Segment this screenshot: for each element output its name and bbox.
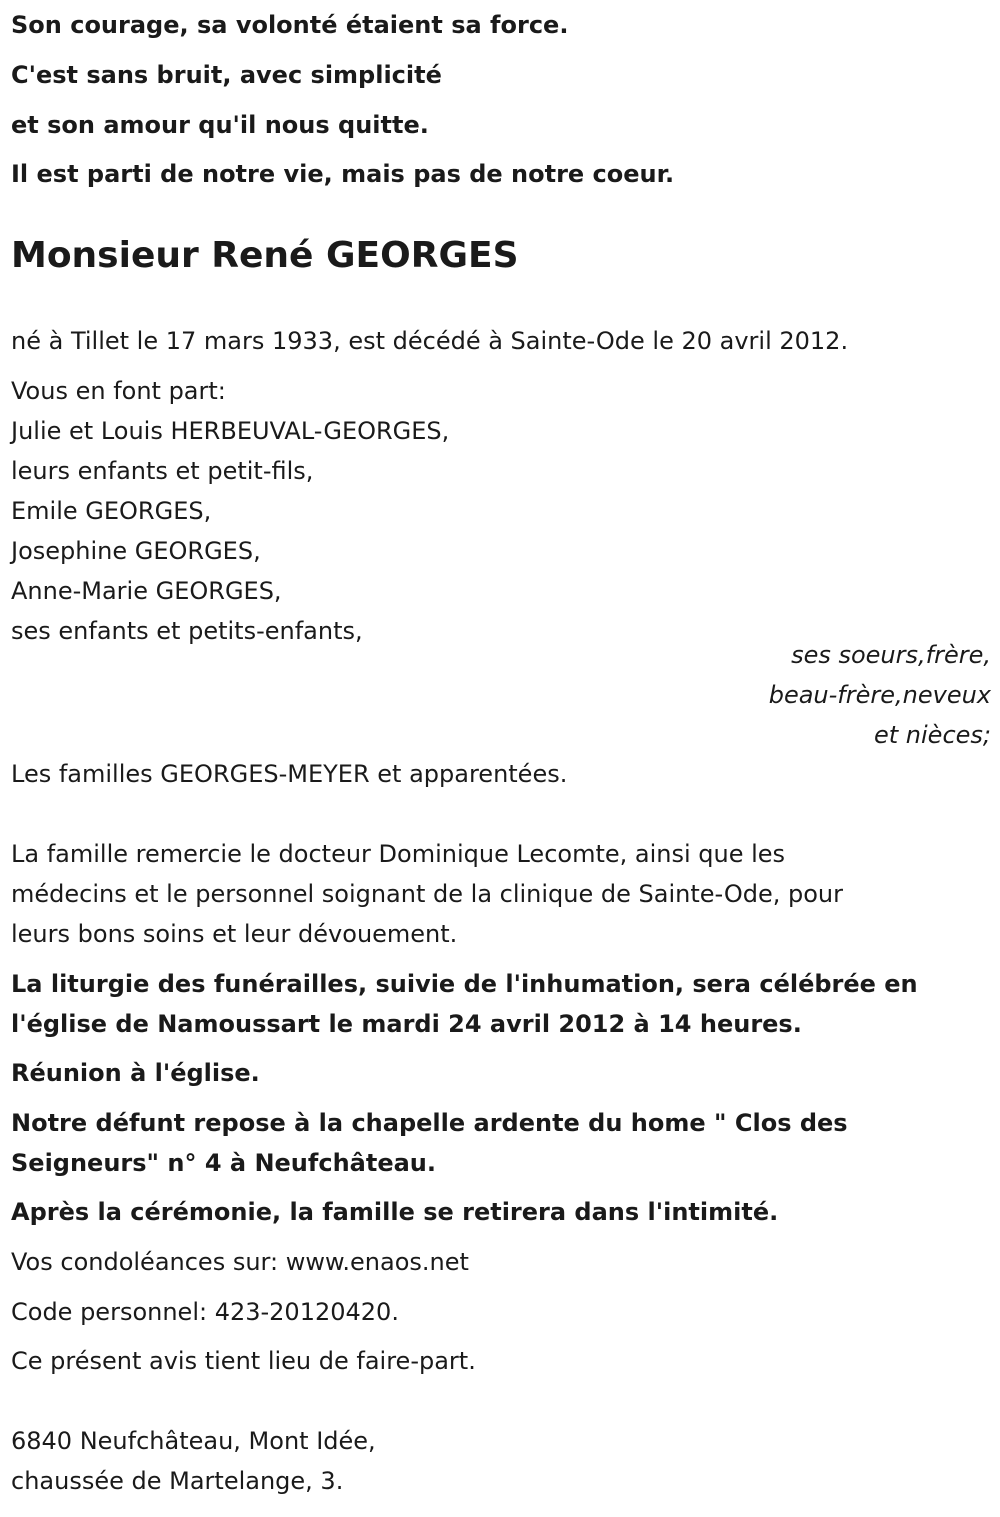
relatives-line: et nièces; [874, 721, 991, 749]
birth-death-line: né à Tillet le 17 mars 1933, est décédé à Sainte-Ode le 20 avril 2012. [11, 327, 849, 355]
family-member: Julie et Louis HERBEUVAL-GEORGES, [11, 417, 450, 445]
notice-line: Ce présent avis tient lieu de faire-part. [11, 1347, 476, 1375]
family-member: leurs enfants et petit-fils, [11, 457, 314, 485]
meeting-line: Réunion à l'église. [11, 1059, 260, 1087]
family-member: Anne-Marie GEORGES, [11, 577, 282, 605]
poem-line: Son courage, sa volonté étaient sa force. [11, 11, 569, 39]
announcers-intro: Vous en font part: [11, 377, 226, 405]
address-line: chaussée de Martelange, 3. [11, 1467, 344, 1495]
families-line: Les familles GEORGES-MEYER et apparentées. [11, 760, 568, 788]
liturgy-line: La liturgie des funérailles, suivie de l'inhumation, sera célébrée en [11, 970, 918, 998]
thanks-line: leurs bons soins et leur dévouement. [11, 920, 458, 948]
family-member: Josephine GEORGES, [11, 537, 261, 565]
address-line: 6840 Neufchâteau, Mont Idée, [11, 1427, 376, 1455]
code-line: Code personnel: 423-20120420. [11, 1298, 399, 1326]
family-member: Emile GEORGES, [11, 497, 212, 525]
thanks-line: La famille remercie le docteur Dominique Lecomte, ainsi que les [11, 840, 786, 868]
poem-line: et son amour qu'il nous quitte. [11, 111, 429, 139]
poem-line: C'est sans bruit, avec simplicité [11, 61, 442, 89]
rest-place-line: Notre défunt repose à la chapelle ardente du home " Clos des [11, 1109, 848, 1137]
relatives-line: beau-frère,neveux [768, 681, 991, 709]
deceased-name: Monsieur René GEORGES [11, 235, 519, 276]
relatives-line: ses soeurs,frère, [791, 641, 991, 669]
poem-line: Il est parti de notre vie, mais pas de notre coeur. [11, 160, 675, 188]
family-member: ses enfants et petits-enfants, [11, 617, 363, 645]
rest-place-line: Seigneurs" n° 4 à Neufchâteau. [11, 1149, 436, 1177]
thanks-line: médecins et le personnel soignant de la clinique de Sainte-Ode, pour [11, 880, 843, 908]
liturgy-line: l'église de Namoussart le mardi 24 avril 2012 à 14 heures. [11, 1010, 802, 1038]
after-ceremony-line: Après la cérémonie, la famille se retirera dans l'intimité. [11, 1198, 779, 1226]
condolences-line: Vos condoléances sur: www.enaos.net [11, 1248, 469, 1276]
